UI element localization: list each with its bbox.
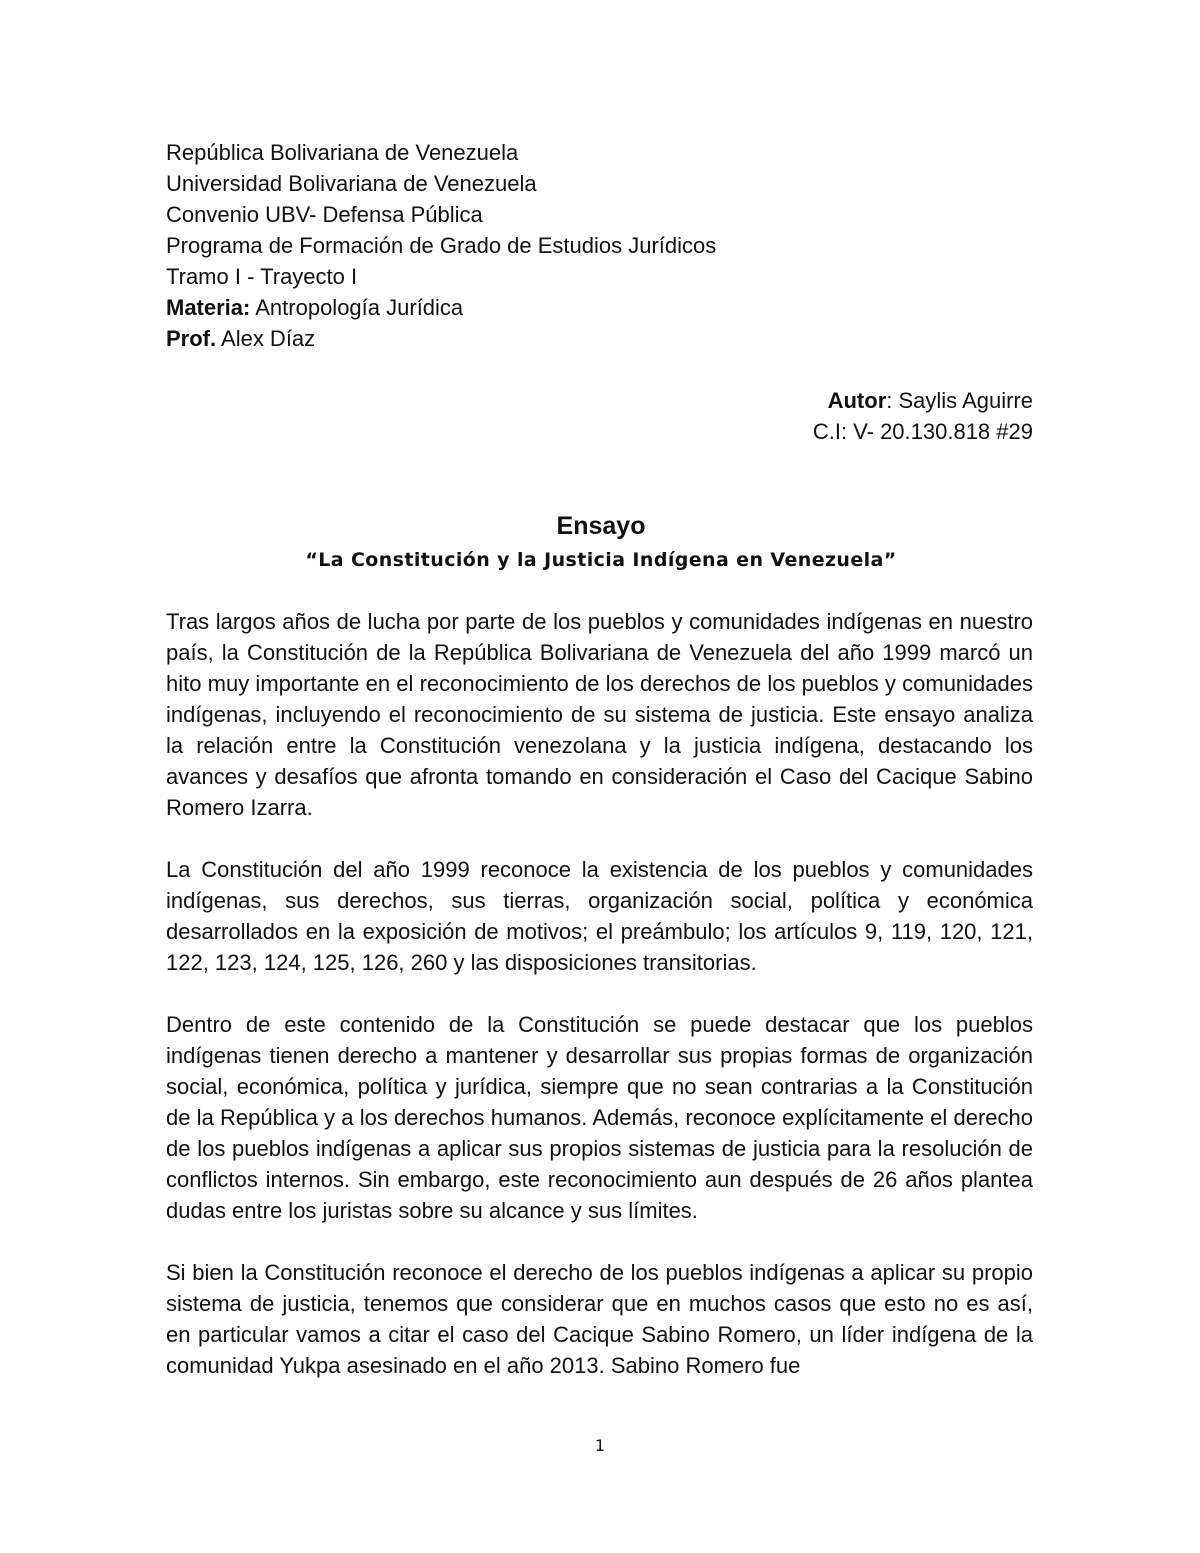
author-line [166, 385, 1033, 416]
author-label: Autor [827, 388, 887, 413]
author-ci: C.I: V- 20.130.818 #29 [812, 419, 1033, 444]
page-number: 1 [594, 1436, 606, 1455]
paragraph-1: Tras largos años de lucha por parte de los pueblos y comunidades indígenas en nuestro país, la Constitución de la República Bolivariana de Venezuela del año 1999 marcó un hito muy importante en el reconocimiento de los derechos de los pueblos y comunidades indígenas, incluyendo el reconocimiento de su sistema de justicia. Este ensayo analiza la relación entre la Constitución venezolana y la justicia indígena, destacando los avances y desafíos que afronta tomando en consideración el Caso del Cacique Sabino Romero Izarra. [166, 609, 1033, 820]
header-line-prof [166, 323, 1036, 354]
paragraph-2: La Constitución del año 1999 reconoce la existencia de los pueblos y comunidades indígenas, sus derechos, sus tierras, organización social, política y económica desarrollados en la exposición de motivos; el preámbulo; los artículos 9, 119, 120, 121, 122, 123, 124, 125, 126, 260 y las disposiciones transitorias. [166, 857, 1033, 975]
prof-value: Alex Díaz [216, 326, 316, 351]
essay-subtitle: “La Constitución y la Justicia Indígena en Venezuela” [305, 549, 897, 571]
header-line-materia [166, 292, 1036, 323]
header-line-republic: República Bolivariana de Venezuela [166, 140, 519, 165]
prof-label: Prof. [166, 326, 217, 351]
essay-body [166, 606, 1033, 1412]
header-line-convenio: Convenio UBV- Defensa Pública [166, 202, 483, 227]
institution-header [166, 137, 1036, 354]
header-line-university: Universidad Bolivariana de Venezuela [166, 171, 537, 196]
paragraph-3: Dentro de este contenido de la Constitución se puede destacar que los pueblos indígenas tienen derecho a mantener y desarrollar sus propias formas de organización social, económica, política y jurídica, siempre que no sean contrarias a la Constitución de la República y a los derechos humanos. Además, reconoce explícitamente el derecho de los pueblos indígenas a aplicar sus propios sistemas de justicia para la resolución de conflictos internos. Sin embargo, este reconocimiento aun después de 26 años plantea dudas entre los juristas sobre su alcance y sus límites. [166, 1012, 1033, 1223]
paragraph-4: Si bien la Constitución reconoce el derecho de los pueblos indígenas a aplicar su propio sistema de justicia, tenemos que considerar que en muchos casos que esto no es así, en particular vamos a citar el caso del Cacique Sabino Romero, un líder indígena de la comunidad Yukpa asesinado en el año 2013. Sabino Romero fue [166, 1260, 1033, 1378]
header-line-program: Programa de Formación de Grado de Estudios Jurídicos [166, 233, 717, 258]
author-name: : Saylis Aguirre [886, 388, 1033, 413]
essay-title: Ensayo [556, 512, 646, 540]
materia-value: Antropología Jurídica [250, 295, 464, 320]
materia-label: Materia: [166, 295, 251, 320]
header-line-tramo: Tramo I - Trayecto I [166, 264, 358, 289]
author-block [166, 385, 1033, 447]
